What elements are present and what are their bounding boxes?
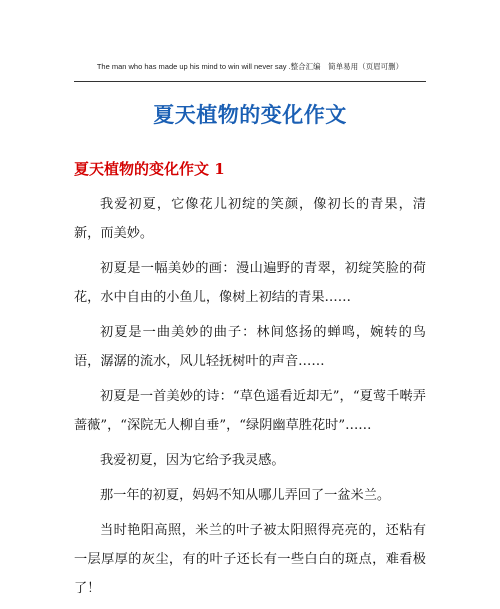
header-divider — [74, 81, 426, 82]
page-header-note: The man who has made up his mind to win will never say .整合汇编 简单易用（页眉可删） — [96, 62, 404, 71]
document-title: 夏天植物的变化作文 — [153, 102, 347, 127]
paragraph-5: 我爱初夏，因为它给予我灵感。 — [100, 453, 285, 468]
paragraph-2: 初夏是一幅美妙的画：漫山遍野的青翠，初绽笑脸的荷花，水中自由的小鱼儿，像树上初结的青果…… — [74, 261, 426, 305]
section-heading: 夏天植物的变化作文 1 — [74, 160, 225, 178]
paragraph-6: 那一年的初夏，妈妈不知从哪儿弄回了一盆米兰。 — [100, 488, 391, 503]
paragraph-3: 初夏是一曲美妙的曲子：林间悠扬的蝉鸣，婉转的鸟语，潺潺的流水，风儿轻抚树叶的声音…… — [74, 325, 426, 369]
paragraph-7: 当时艳阳高照，米兰的叶子被太阳照得亮亮的，还粘有一层厚厚的灰尘，有的叶子还长有一些白白的斑点，难看极了！ — [74, 523, 426, 596]
paragraph-1: 我爱初夏，它像花儿初绽的笑颜，像初长的青果，清新，而美妙。 — [74, 197, 426, 241]
paragraph-4: 初夏是一首美妙的诗：“草色遥看近却无”，“夏莺千啭弄蔷薇”，“深院无人柳自垂”，“绿阴幽草胜花时”…… — [74, 389, 426, 433]
essay-body — [74, 190, 426, 609]
